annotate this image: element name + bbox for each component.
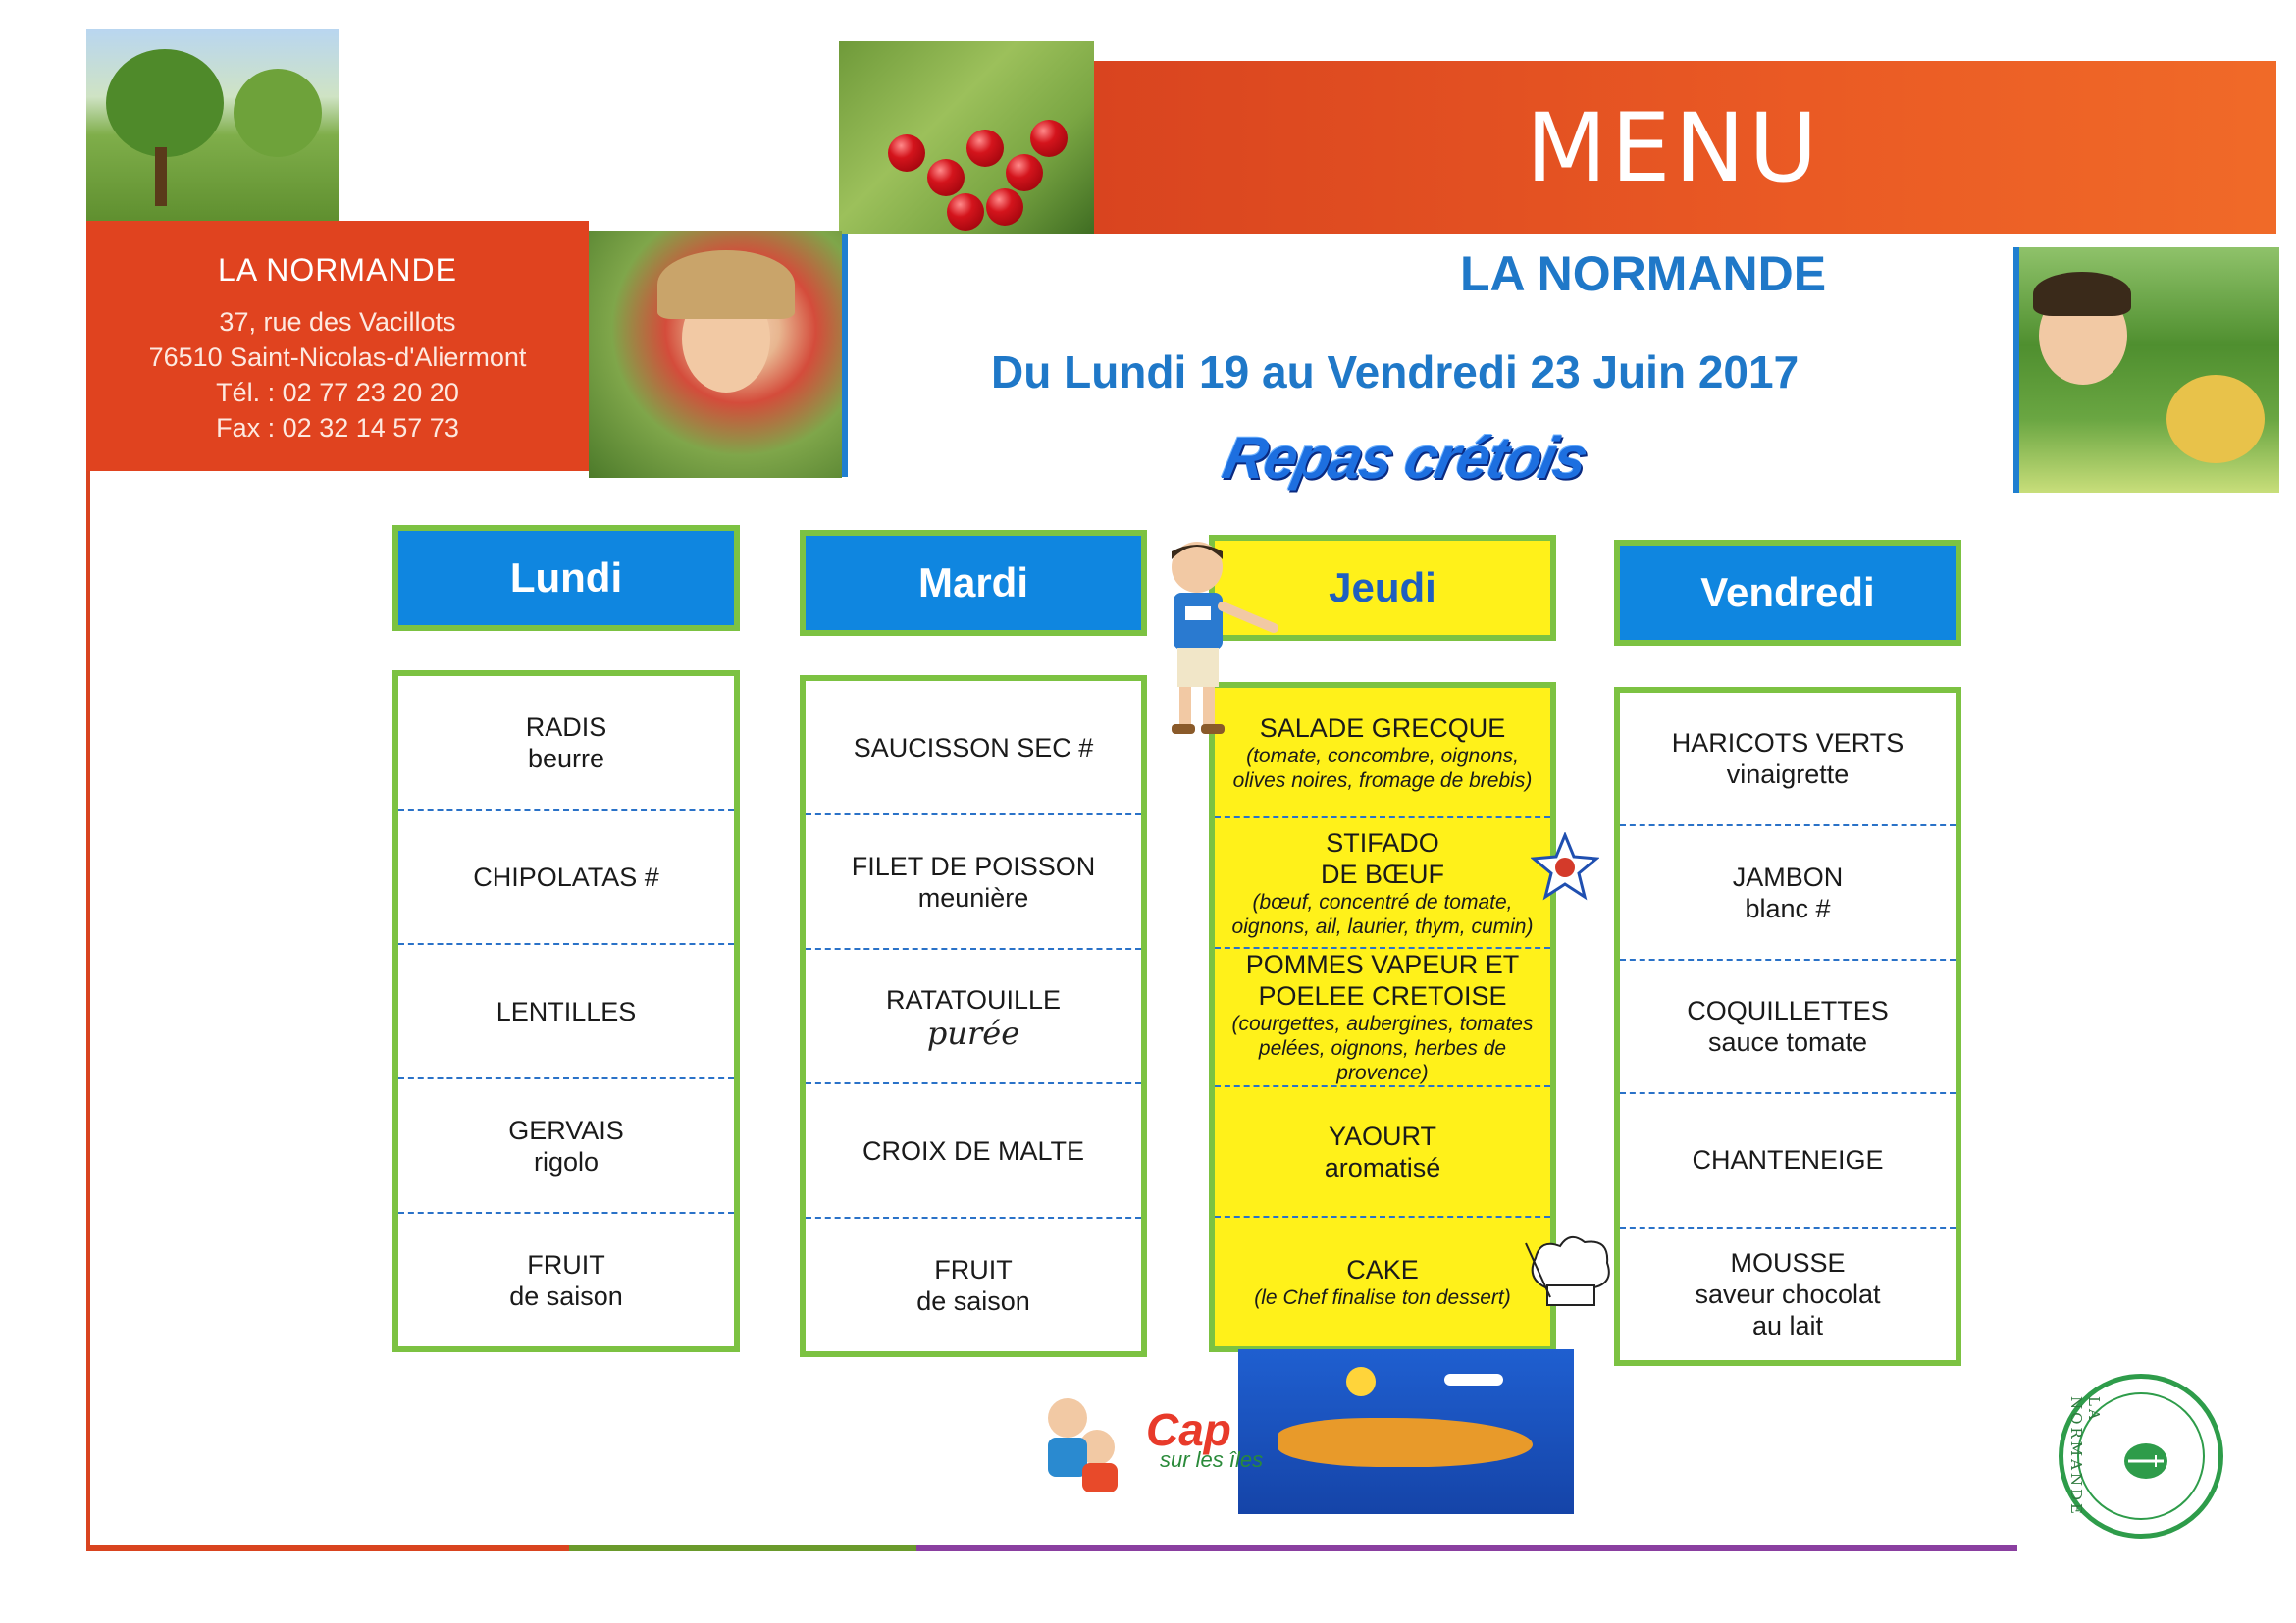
- cap-logo-subtext: sur les îles: [1160, 1447, 1264, 1472]
- girl-photo: [589, 231, 842, 478]
- menu-item: HARICOTS VERTS vinaigrette: [1620, 693, 1956, 826]
- menu-item: RADIS beurre: [398, 676, 734, 811]
- week-dates: Du Lundi 19 au Vendredi 23 Juin 2017: [991, 346, 1800, 397]
- crete-map-image: [1238, 1349, 1574, 1514]
- day-header-lundi: Lundi: [392, 525, 740, 631]
- menu-item: CROIX DE MALTE: [806, 1084, 1141, 1219]
- address-box: [86, 221, 589, 471]
- day-header-vendredi: Vendredi: [1614, 540, 1961, 646]
- menu-item: FRUIT de saison: [916, 1254, 1030, 1316]
- menu-item: FRUIT de saison: [509, 1249, 623, 1311]
- cherries-photo: [839, 41, 1094, 234]
- menu-item: JAMBON blanc #: [1620, 826, 1956, 960]
- menu-item: LENTILLES: [398, 945, 734, 1079]
- blue-rule-left: [842, 234, 848, 477]
- menu-item: RATATOUILLE purée: [806, 950, 1141, 1084]
- menu-item: STIFADO DE BŒUF (bœuf, concentré de tomate, oignons, ail, laurier, thym, cumin): [1215, 818, 1550, 949]
- fork-knife-icon: [2118, 1436, 2173, 1487]
- menu-title: MENU: [1526, 93, 1822, 203]
- menu-item: CHANTENEIGE: [1620, 1094, 1956, 1228]
- greek-boy-illustration: [1146, 538, 1283, 744]
- column-lundi: [392, 670, 740, 1352]
- handwritten-note: purée: [926, 1014, 1020, 1052]
- blue-rule-right: [2013, 247, 2019, 493]
- menu-item: FILET DE POISSON meunière: [806, 815, 1141, 950]
- menu-item: YAOURT aromatisé: [1215, 1087, 1550, 1218]
- menu-item: SAUCISSON SEC #: [806, 681, 1141, 815]
- day-header-jeudi: Jeudi: [1209, 535, 1556, 641]
- menu-item: POMMES VAPEUR ET POELEE CRETOISE (courgettes, aubergines, tomates pelées, oignons, herbes de provence): [1215, 949, 1550, 1087]
- address-fax: Fax : 02 32 14 57 73: [216, 413, 459, 443]
- cap-logo-text: Cap: [1146, 1404, 1231, 1455]
- column-vendredi: [1614, 687, 1961, 1366]
- menu-item: CHIPOLATAS #: [398, 811, 734, 945]
- column-mardi: [800, 675, 1147, 1357]
- company-title: LA NORMANDE: [1460, 246, 1827, 301]
- la-normande-logo: [2059, 1374, 2223, 1539]
- menu-item: CAKE (le Chef finalise ton dessert): [1254, 1255, 1511, 1309]
- day-header-mardi: Mardi: [800, 530, 1147, 636]
- address-name: LA NORMANDE: [218, 252, 457, 288]
- menu-item: GERVAIS rigolo: [398, 1079, 734, 1214]
- french-pork-label-icon: [1531, 832, 1599, 901]
- address-city: 76510 Saint-Nicolas-d'Aliermont: [148, 342, 527, 372]
- menu-item: COQUILLETTES sauce tomate: [1620, 961, 1956, 1094]
- column-jeudi: [1209, 682, 1556, 1352]
- boy-photo: [2019, 247, 2279, 493]
- frame-left-line: [86, 471, 90, 1545]
- address-tel: Tél. : 02 77 23 20 20: [216, 378, 459, 407]
- menu-item: MOUSSE saveur chocolat au lait: [1695, 1247, 1881, 1340]
- orchard-photo: [86, 29, 339, 222]
- theme-title: Repas crétois: [1217, 425, 1592, 491]
- chef-hat-icon: [1521, 1229, 1619, 1317]
- frame-bottom-line: [86, 1545, 2017, 1551]
- menu-item: SALADE GRECQUE (tomate, concombre, oignons, olives noires, fromage de brebis): [1215, 688, 1550, 818]
- logo-text: LA NORMANDE: [2067, 1396, 2103, 1518]
- address-street: 37, rue des Vacillots: [219, 307, 456, 337]
